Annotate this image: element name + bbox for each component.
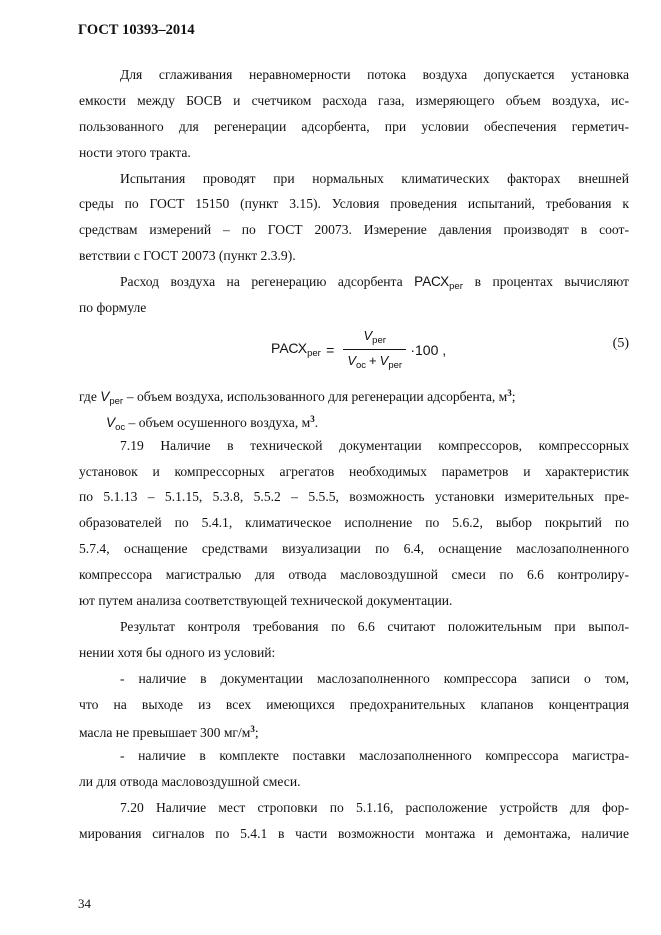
formula-block (79, 321, 629, 381)
paragraph-line: пользованного для регенерации адсорбента, при условии обеспечения герметич- (79, 118, 629, 134)
paragraph-line (79, 269, 629, 295)
list-item-line: - наличие в документации маслозаполненного компрессора записи о том, (120, 670, 629, 686)
text-run: в процентах вычисляют (463, 274, 629, 290)
paragraph-line: по 5.1.13 – 5.1.15, 5.3.8, 5.5.2 – 5.5.5, возможность установки измерительных пре- (79, 489, 629, 505)
paragraph-line: ветствии с ГОСТ 20073 (пункт 2.3.9). (79, 248, 296, 264)
formula-multiplier: ·100 , (410, 341, 447, 358)
paragraph-line: 5.7.4, оснащение средствами визуализации по 6.4, оснащение маслозаполненного (79, 541, 629, 557)
formula (271, 323, 446, 377)
paragraph-line: средствам измерений – по ГОСТ 20073. Измерение давления производят в соот- (79, 222, 629, 238)
paragraph-line: нении хотя бы одного из условий: (79, 644, 276, 660)
paragraph-line: среды по ГОСТ 15150 (пункт 3.15). Условия проведения испытаний, требования к (79, 196, 629, 212)
list-item-line: масла не превышает 300 $мг/м^3$; (79, 724, 259, 741)
paragraph-line: Испытания проводят при нормальных климатических факторах внешней (120, 170, 629, 186)
formula-fraction (343, 328, 406, 371)
paragraph-line: 7.19 Наличие в технической документации компрессоров, компрессорных (120, 437, 629, 453)
list-item-line: ли для отвода масловоздушной смеси. (79, 774, 301, 790)
paragraph-line: ности этого тракта. (79, 144, 191, 160)
list-item-line: что на выходе из всех имеющихся предохранительных клапанов концентрация (79, 696, 629, 712)
paragraph-line: компрессора магистралью для отвода масловоздушной смеси по 6.6 контролиру- (79, 567, 629, 583)
formula-denominator: $V_{ос} + V_{рег}$ (343, 349, 406, 371)
formula-numerator: $V_{рег}$ (363, 328, 387, 347)
paragraph-line: емкости между БОСВ и счетчиком расхода газа, измеряющего объем воздуха, ис- (79, 92, 629, 108)
paragraph-line: образователей по 5.4.1, климатическое исполнение по 5.6.2, выбор покрытий по (79, 515, 629, 531)
where-line: $V_{ос}$ – объем осушенного воздуха, $м^3$. (106, 413, 319, 433)
formula-equals: = (326, 341, 335, 358)
paragraph-line: мирования сигналов по 5.4.1 в части возможности монтажа и демонтажа, наличие (79, 826, 629, 842)
where-line: где $V_{рег}$ – объем воздуха, использованного для регенерации адсорбента, $м^3$; (79, 387, 516, 407)
paragraph-line: по формуле (79, 300, 147, 316)
paragraph-line: 7.20 Наличие мест строповки по 5.1.16, расположение устройств для фор- (120, 800, 629, 816)
paragraph-line: установок и компрессорных агрегатов необходимых параметров и характеристик (79, 463, 629, 479)
paragraph-line: Результат контроля требования по 6.6 считают положительным при выпол- (120, 618, 629, 634)
text-run: Расход воздуха на регенерацию адсорбента (120, 274, 415, 290)
list-item-line: - наличие в комплекте поставки маслозаполненного компрессора магистра- (120, 748, 629, 764)
formula-symbol: $РАСХ_{рег}$ (414, 274, 464, 293)
formula-lhs: $РАСХ_{рег}$ (271, 340, 322, 360)
page-number: 34 (78, 896, 91, 911)
page-header-title: ГОСТ 10393–2014 (78, 22, 195, 38)
formula-number: (5) (612, 335, 629, 351)
document-body (79, 62, 629, 847)
paragraph-line: Для сглаживания неравномерности потока воздуха допускается установка (120, 67, 629, 82)
paragraph-line: ют путем анализа соответствующей технической документации. (79, 593, 453, 609)
